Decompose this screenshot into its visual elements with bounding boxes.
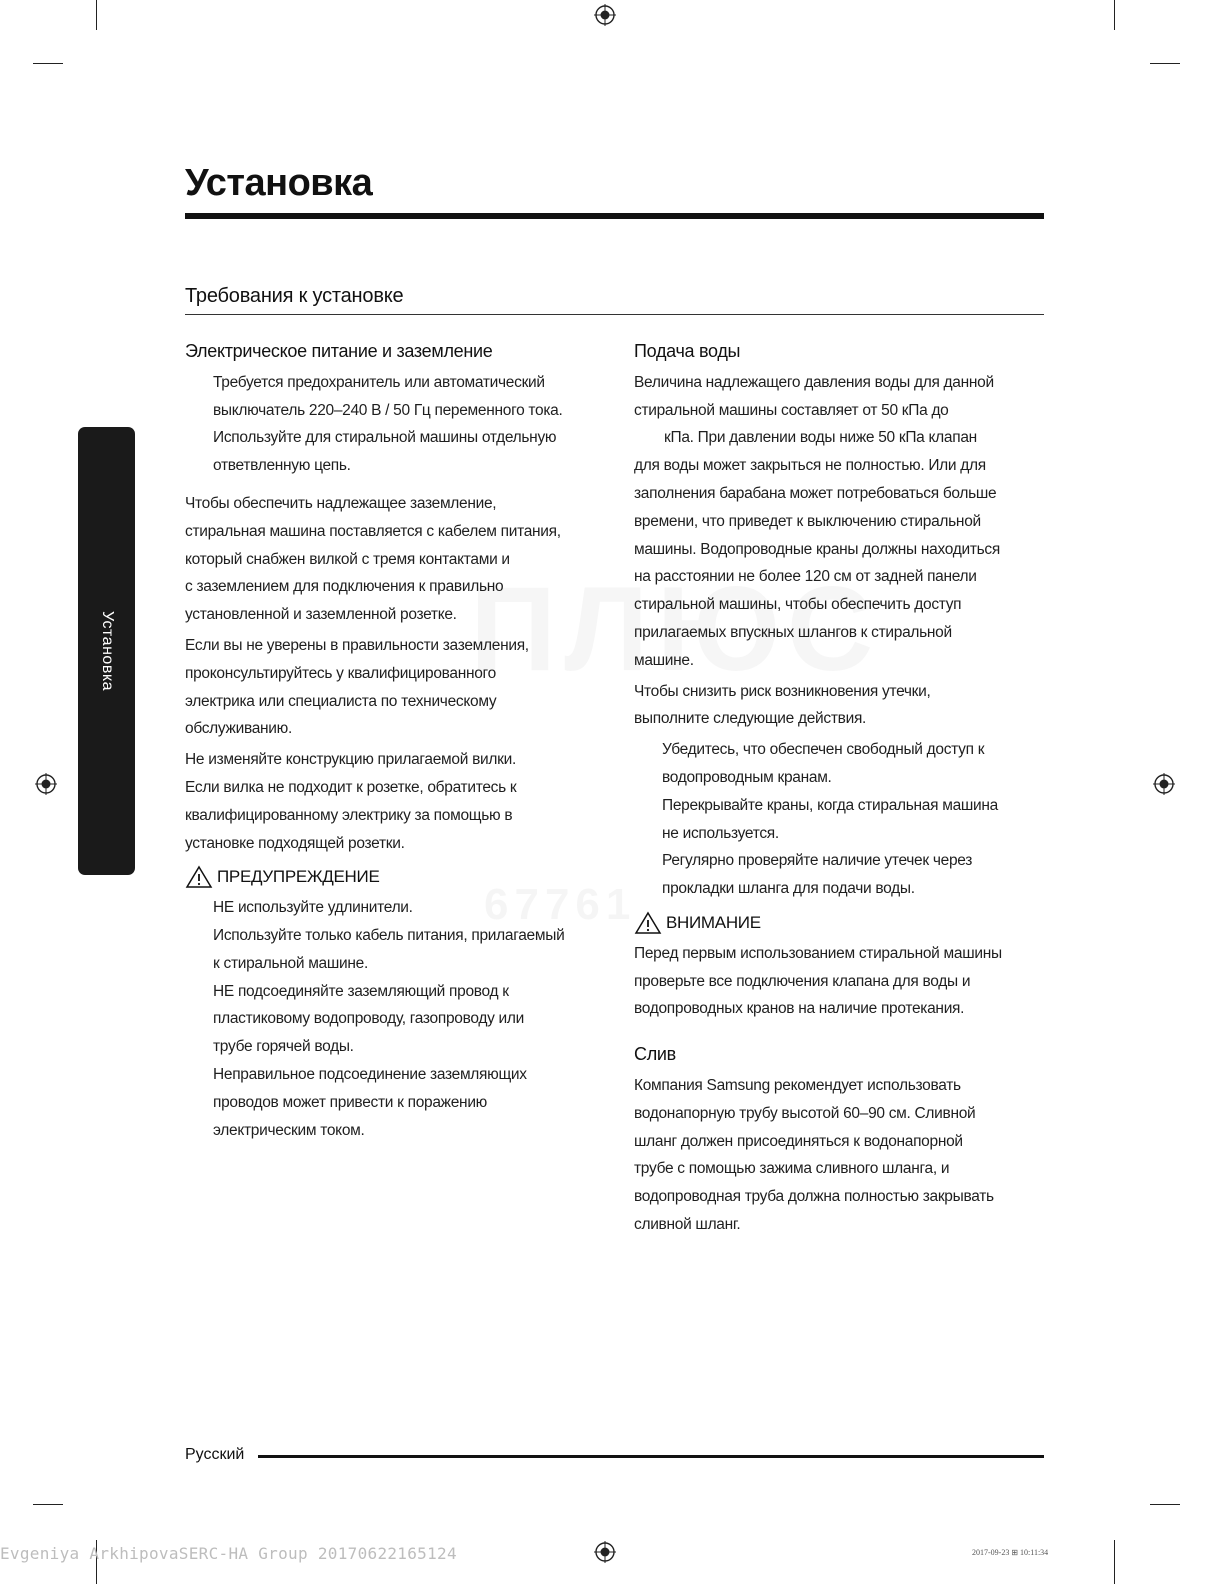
crop-mark-bottom-right: [1114, 1540, 1115, 1584]
consult-line: электрика или специалиста по техническому: [185, 692, 497, 710]
leak-step-line: Убедитесь, что обеспечен свободный доступ к: [662, 741, 985, 759]
leak-steps: [634, 736, 1044, 903]
side-tab-label: Установка: [98, 610, 116, 692]
drain-line: сливной шланг.: [634, 1215, 741, 1233]
water-line: машины. Водопроводные краны должны находиться: [634, 540, 1000, 558]
drain-line: трубе с помощью зажима сливного шланга, и: [634, 1160, 950, 1178]
warning-line: трубе горячей воды.: [213, 1038, 354, 1056]
footer-rule: [258, 1455, 1044, 1458]
warning-line: электрическим током.: [213, 1121, 365, 1139]
right-column: [634, 338, 1044, 1239]
section-rule: [185, 314, 1044, 315]
page-title: Установка: [185, 162, 373, 204]
title-rule: [185, 213, 1044, 219]
electric-heading: Электрическое питание и заземление: [185, 341, 493, 361]
warning-line: Неправильное подсоединение заземляющих: [213, 1065, 527, 1083]
drain-heading: Слив: [634, 1044, 676, 1065]
caution-line: Перед первым использованием стиральной машины: [634, 944, 1002, 962]
registration-mark-left-icon: [35, 773, 57, 795]
print-metadata: Evgeniya ArkhipovaSERC-HA Group 20170622165124: [0, 1544, 457, 1563]
electric-line: ответвленную цепь.: [213, 457, 351, 475]
warning-heading-row: [185, 863, 605, 891]
warning-block: [185, 894, 605, 1144]
warning-line: НЕ используйте удлинители.: [213, 899, 413, 917]
crop-mark-bottom-left-h: [33, 1504, 63, 1505]
water-line: кПа. При давлении воды ниже 50 кПа клапан: [664, 429, 977, 447]
grounding-line: который снабжен вилкой с тремя контактами и: [185, 550, 510, 568]
plug-line: установке подходящей розетки.: [185, 834, 405, 852]
drain-line: шланг должен присоединяться к водонапорной: [634, 1132, 963, 1150]
water-line: времени, что приведет к выключению стиральной: [634, 512, 981, 530]
water-line: Величина надлежащего давления воды для данной: [634, 373, 994, 391]
water-line: стиральной машины, чтобы обеспечить доступ: [634, 596, 962, 614]
water-line: на расстоянии не более 120 см от задней панели: [634, 568, 977, 586]
drain-line: водонапорную трубу высотой 60–90 см. Сливной: [634, 1104, 976, 1122]
footer-language: Русский: [185, 1446, 245, 1463]
drain-line: водопроводная труба должна полностью закрывать: [634, 1188, 994, 1206]
caution-heading: ВНИМАНИЕ: [666, 912, 761, 932]
warning-line: к стиральной машине.: [213, 954, 368, 972]
grounding-line: с заземлением для подключения к правильно: [185, 578, 504, 596]
warning-line: НЕ подсоединяйте заземляющий провод к: [213, 982, 509, 1000]
leak-step-line: прокладки шланга для подачи воды.: [662, 880, 915, 898]
water-block: [634, 369, 1044, 675]
crop-mark-top-left: [96, 0, 97, 30]
warning-line: пластиковому водопроводу, газопроводу или: [213, 1010, 524, 1028]
plug-line: Если вилка не подходит к розетке, обратитесь к: [185, 778, 517, 796]
warning-triangle-icon: [185, 865, 213, 889]
drain-line: Компания Samsung рекомендует использовать: [634, 1076, 961, 1094]
leak-step-line: водопроводным кранам.: [662, 768, 832, 786]
warning-heading: ПРЕДУПРЕЖДЕНИЕ: [217, 867, 380, 887]
drain-block: [634, 1072, 1044, 1239]
grounding-block: [185, 490, 605, 629]
consult-line: Если вы не уверены в правильности заземления,: [185, 636, 529, 654]
water-line: для воды может закрыться не полностью. Или для: [634, 457, 986, 475]
leak-line: выполните следующие действия.: [634, 710, 867, 728]
water-line: прилагаемых впускных шлангов к стиральной: [634, 623, 952, 641]
caution-triangle-icon: [634, 911, 662, 935]
crop-mark-top-right: [1114, 0, 1115, 30]
print-date: 2017-09-23 ⊞ 10:11:34: [972, 1548, 1049, 1557]
consult-line: обслуживанию.: [185, 720, 292, 738]
consult-line: проконсультируйтесь у квалифицированного: [185, 664, 496, 682]
grounding-line: установленной и заземленной розетке.: [185, 606, 457, 624]
water-line: стиральной машины составляет от 50 кПа до: [634, 401, 949, 419]
electric-line: выключатель 220–240 В / 50 Гц переменного тока.: [213, 401, 563, 419]
crop-mark-top-right-h: [1150, 63, 1180, 64]
registration-mark-right-icon: [1153, 773, 1175, 795]
electric-line: Требуется предохранитель или автоматический: [213, 373, 545, 391]
water-line: заполнения барабана может потребоваться больше: [634, 484, 997, 502]
leak-line: Чтобы снизить риск возникновения утечки,: [634, 682, 931, 700]
caution-heading-row: [634, 909, 1044, 937]
registration-mark-bottom-icon: [594, 1541, 616, 1563]
water-line: машине.: [634, 651, 694, 669]
leak-step-line: Перекрывайте краны, когда стиральная машина: [662, 796, 998, 814]
plug-line: Не изменяйте конструкцию прилагаемой вилки.: [185, 751, 516, 769]
plug-line: квалифицированному электрику за помощью в: [185, 806, 513, 824]
caution-line: водопроводных кранов на наличие протекания.: [634, 1000, 965, 1018]
grounding-line: Чтобы обеспечить надлежащее заземление,: [185, 494, 497, 512]
warning-line: Используйте только кабель питания, прилагаемый: [213, 926, 565, 944]
electric-block: [185, 369, 605, 480]
plug-block: [185, 746, 605, 857]
consult-block: [185, 632, 605, 743]
registration-mark-top-icon: [594, 4, 616, 26]
leak-step-line: Регулярно проверяйте наличие утечек через: [662, 852, 973, 870]
left-column: [185, 338, 605, 1144]
grounding-line: стиральная машина поставляется с кабелем питания,: [185, 522, 561, 540]
crop-mark-bottom-right-h: [1150, 1504, 1180, 1505]
leak-step-line: не используется.: [662, 824, 779, 842]
side-tab: [78, 427, 135, 875]
caution-block: [634, 940, 1044, 1023]
leak-block: [634, 678, 1044, 734]
electric-line: Используйте для стиральной машины отдельную: [213, 429, 557, 447]
water-heading: Подача воды: [634, 341, 741, 361]
caution-line: проверьте все подключения клапана для воды и: [634, 972, 971, 990]
warning-line: проводов может привести к поражению: [213, 1093, 488, 1111]
crop-mark-top-left-h: [33, 63, 63, 64]
section-title: Требования к установке: [185, 285, 404, 307]
